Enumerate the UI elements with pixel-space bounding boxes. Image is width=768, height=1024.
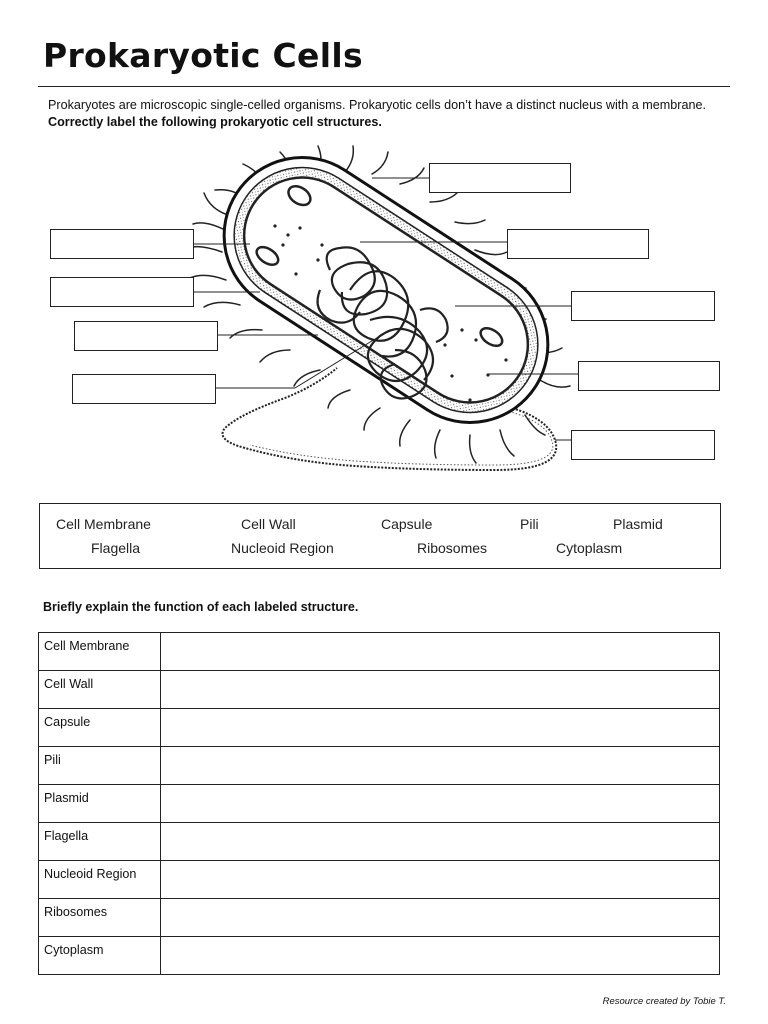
structure-name: Capsule <box>39 709 161 747</box>
word-bank-item: Cytoplasm <box>556 540 623 556</box>
label-box-3[interactable] <box>507 229 649 259</box>
table-row <box>39 899 720 937</box>
word-bank <box>39 503 721 569</box>
answer-cell[interactable] <box>161 861 720 899</box>
table-row <box>39 633 720 671</box>
answer-cell[interactable] <box>161 747 720 785</box>
label-box-2[interactable] <box>50 229 194 259</box>
word-bank-item: Ribosomes <box>417 540 488 556</box>
cell-diagram <box>0 140 768 500</box>
table-row <box>39 823 720 861</box>
structure-name: Plasmid <box>39 785 161 823</box>
label-box-7[interactable] <box>578 361 720 391</box>
structure-name: Cell Wall <box>39 671 161 709</box>
structure-name: Pili <box>39 747 161 785</box>
answer-cell[interactable] <box>161 785 720 823</box>
table-row <box>39 671 720 709</box>
intro-paragraph <box>48 97 728 131</box>
answer-cell[interactable] <box>161 823 720 861</box>
label-box-8[interactable] <box>72 374 216 404</box>
table-row <box>39 785 720 823</box>
resource-credit: Resource created by Tobie T. <box>602 996 726 1007</box>
word-bank-item: Flagella <box>91 540 141 556</box>
answer-cell[interactable] <box>161 709 720 747</box>
answer-cell[interactable] <box>161 671 720 709</box>
table-row <box>39 709 720 747</box>
label-box-6[interactable] <box>74 321 218 351</box>
label-box-4[interactable] <box>50 277 194 307</box>
table-row <box>39 747 720 785</box>
structure-name: Cytoplasm <box>39 937 161 975</box>
label-box-5[interactable] <box>571 291 715 321</box>
word-bank-item: Nucleoid Region <box>231 540 334 556</box>
function-prompt: Briefly explain the function of each labeled structure. <box>43 600 359 614</box>
word-bank-item: Capsule <box>381 516 433 532</box>
structure-name: Ribosomes <box>39 899 161 937</box>
intro-text: Prokaryotes are microscopic single-celled organisms. Prokaryotic cells don’t have a distinct nucleus with a membrane. <box>48 98 706 112</box>
word-bank-item: Plasmid <box>613 516 663 532</box>
word-bank-item: Cell Wall <box>241 516 296 532</box>
label-box-1[interactable] <box>429 163 571 193</box>
title-divider <box>38 86 730 87</box>
word-bank-item: Cell Membrane <box>56 516 151 532</box>
answer-cell[interactable] <box>161 899 720 937</box>
structure-name: Cell Membrane <box>39 633 161 671</box>
structure-name: Flagella <box>39 823 161 861</box>
answer-cell[interactable] <box>161 937 720 975</box>
page-title: Prokaryotic Cells <box>43 36 363 75</box>
word-bank-item: Pili <box>520 516 539 532</box>
structure-name: Nucleoid Region <box>39 861 161 899</box>
table-row <box>39 937 720 975</box>
function-table <box>38 632 720 975</box>
answer-cell[interactable] <box>161 633 720 671</box>
table-row <box>39 861 720 899</box>
label-box-9[interactable] <box>571 430 715 460</box>
intro-instruction: Correctly label the following prokaryotic cell structures. <box>48 115 382 129</box>
